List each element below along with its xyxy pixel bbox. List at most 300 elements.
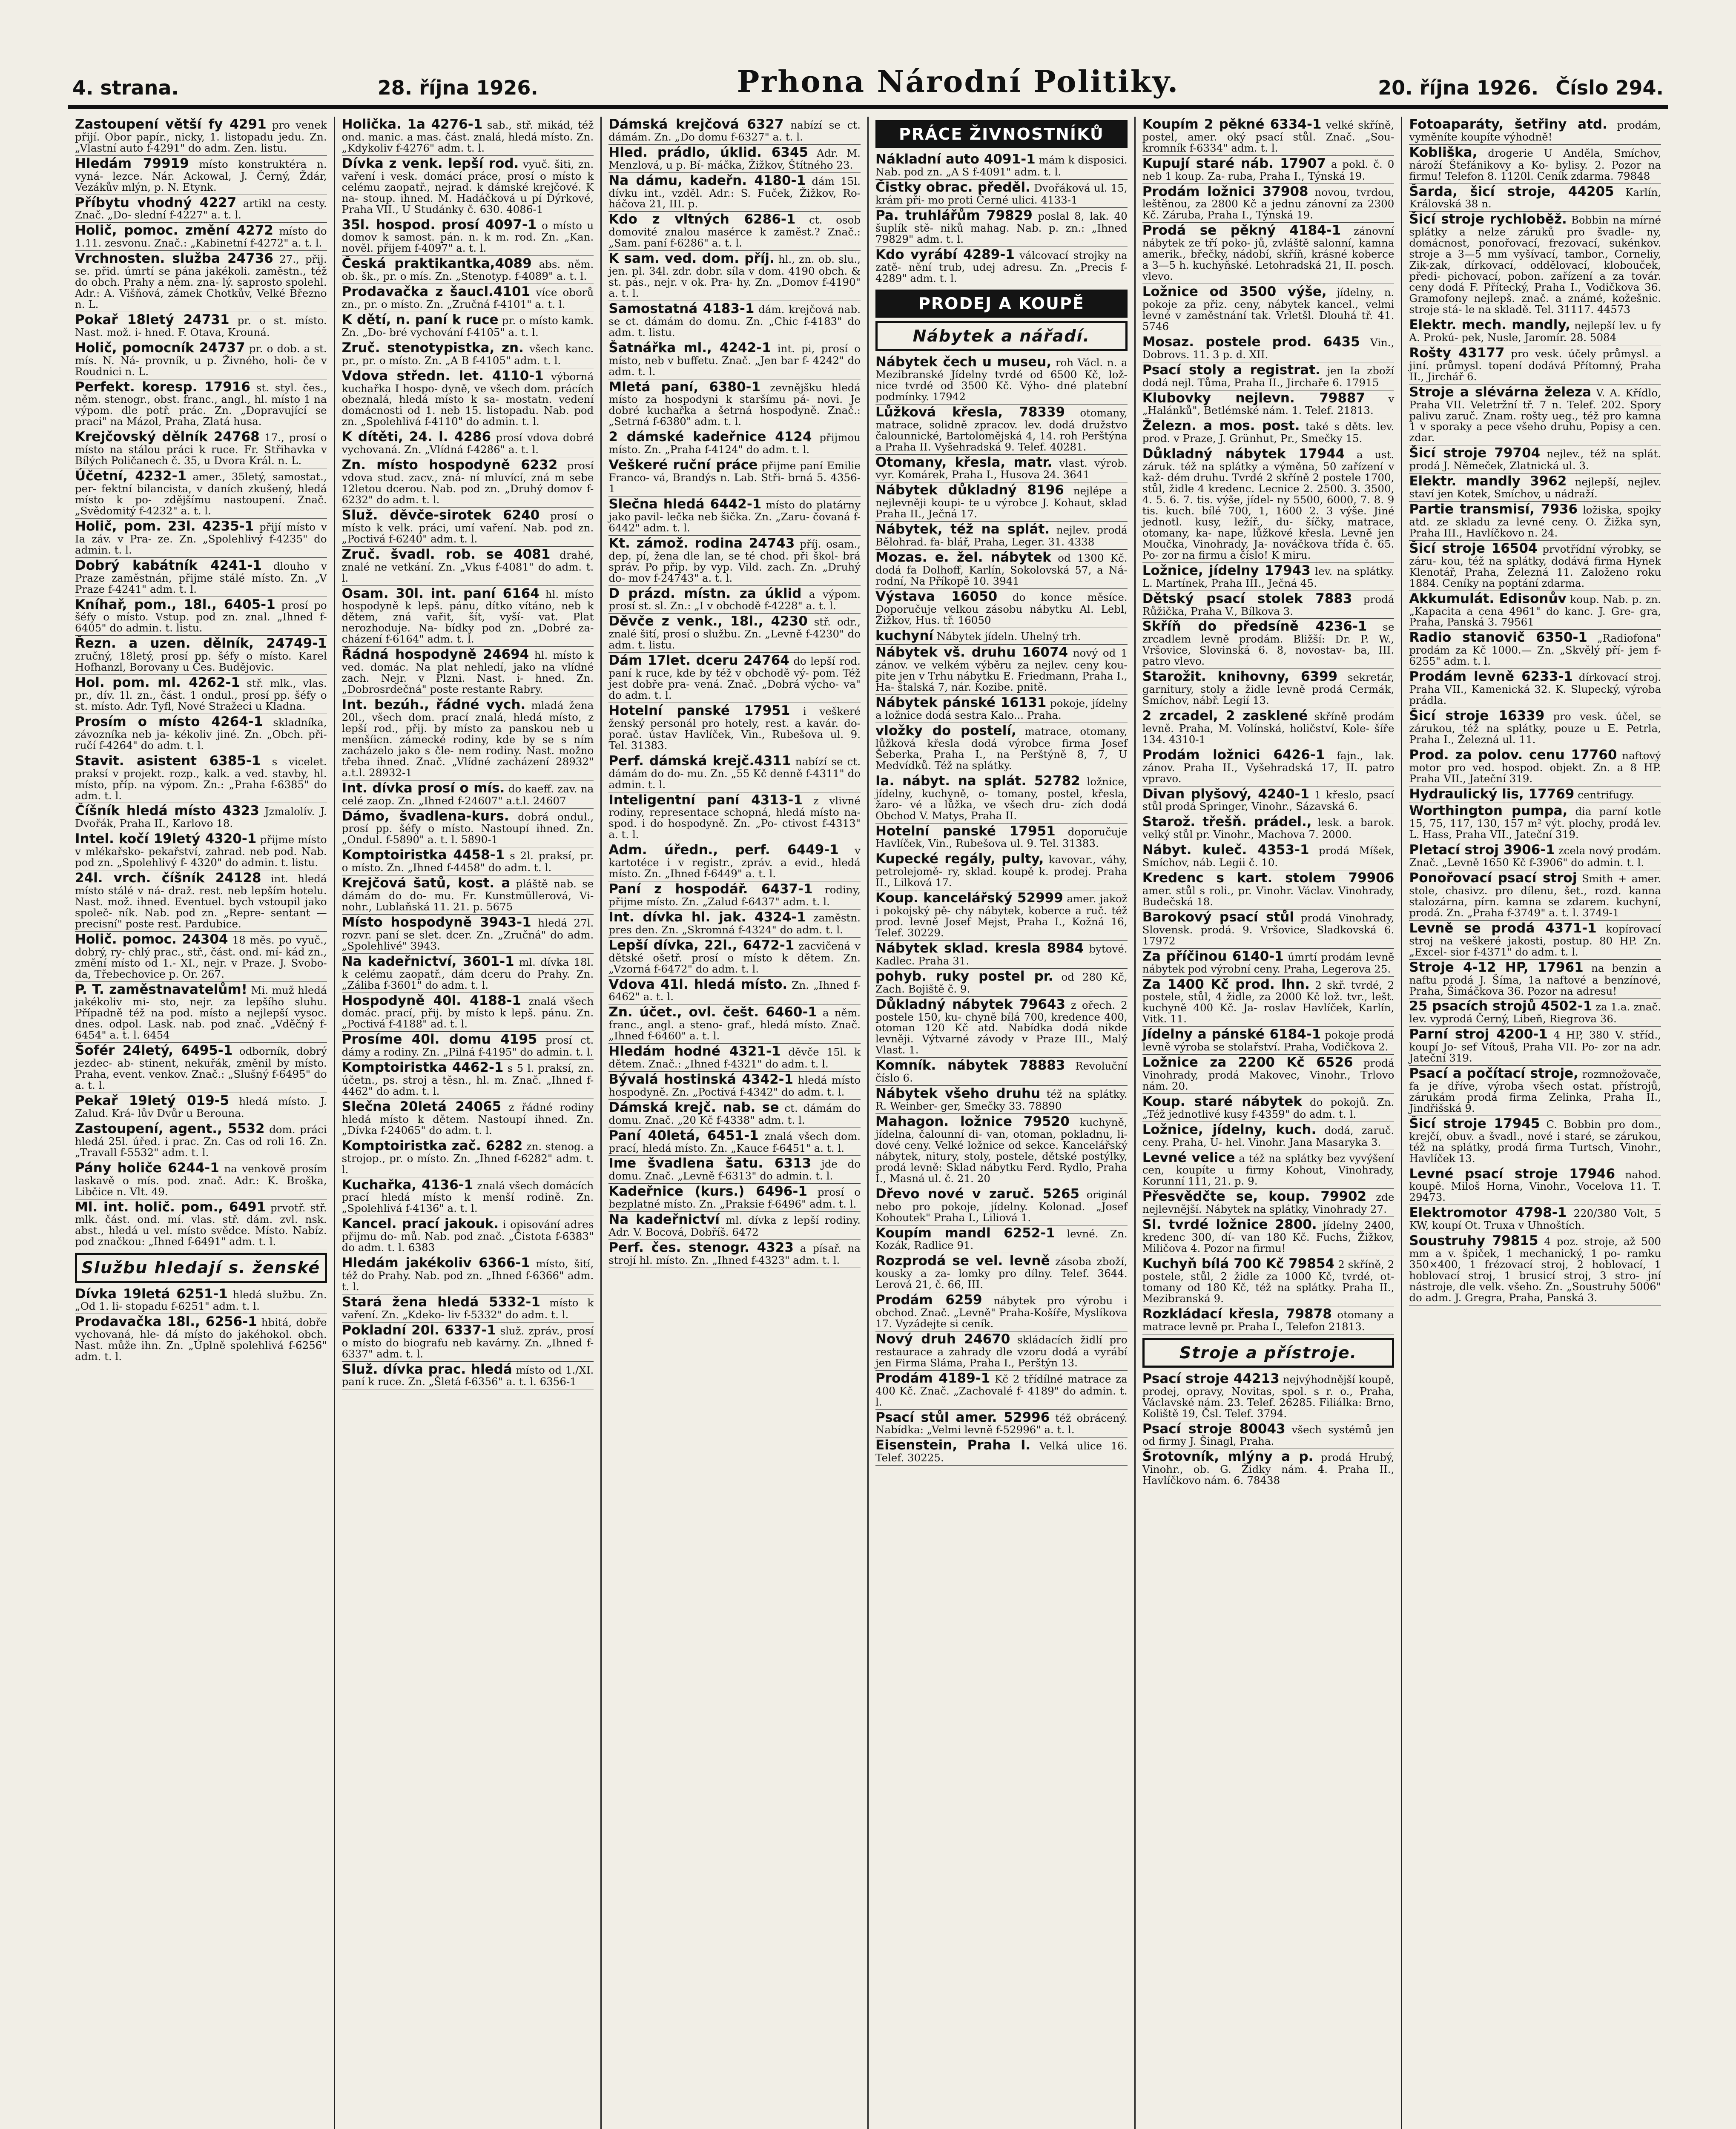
classified-ad — [875, 723, 1128, 773]
ad-text: znalá všech domác. prací, přij. by místo k lepš. pánu. Zn. „Poctivá f-4188" ad. t. l. — [341, 995, 594, 1030]
classified-ad — [75, 932, 327, 982]
ad-text: bytové. Kadlec. Praha 31. — [875, 943, 1128, 967]
classified-ad — [342, 256, 594, 284]
ad-text: sab., stř. mikád, též ond. manic. a mas. část. znalá, hledá místo. Zn. „Kdykoliv f-4276" adm. t. l. — [341, 119, 594, 154]
classified-ad — [342, 697, 594, 780]
ad-heading: 24l. vrch. číšník 24128 — [75, 870, 261, 886]
classified-ad — [608, 977, 861, 1005]
classified-ad — [342, 156, 594, 217]
ad-heading: Divan plyšový, 4240-1 — [1142, 786, 1310, 802]
classified-ad — [875, 773, 1128, 823]
classified-ad — [1142, 1122, 1395, 1150]
ad-heading: Jídelny a pánské 6184-1 — [1142, 1027, 1321, 1042]
classified-ad — [1142, 1027, 1395, 1055]
classified-ad — [342, 547, 594, 586]
ad-heading: Ime švadlena šatu. 6313 — [608, 1156, 812, 1171]
classified-ad — [875, 628, 1128, 645]
ad-text: hl. místo hospodyně k lepš. pánu, dítko vítáno, neb k dětem, zná vařit, šít, vyší- vat. Plat nerozhoduje. Na- bídky pod zn. „Dobré za- cházení f-6164" adm. t. l. — [341, 588, 594, 646]
ad-heading: Ia. nábyt. na splát. 52782 — [875, 773, 1080, 789]
ad-text: nový od 1 zánov. ve velkém výběru za nejlev. ceny kou- pite jen v Trhu nábytku E. Friedmann, Praha I., Ha- štalská 7, nár. Kozibe. pnitě. — [875, 647, 1128, 694]
classified-ad — [875, 695, 1128, 723]
ad-heading: Eisenstein, Praha I. — [875, 1438, 1031, 1453]
classified-ad — [1142, 1306, 1395, 1334]
ad-heading: Účetní, 4232-1 — [75, 468, 187, 484]
ad-heading: Dívka 19letá 6251-1 — [75, 1286, 228, 1302]
classified-ad — [342, 1138, 594, 1177]
classified-ad — [1142, 977, 1395, 1027]
classified-ad — [342, 647, 594, 697]
ad-heading: Ložnice za 2200 Kč 6526 — [1142, 1055, 1353, 1070]
ad-heading: Zn. místo hospodyně 6232 — [341, 457, 558, 473]
ad-heading: Samostatná 4183-1 — [608, 301, 755, 317]
ad-heading: Kdo z vltných 6286-1 — [608, 212, 796, 227]
ad-heading: Int. dívka hl. jak. 4324-1 — [608, 909, 806, 925]
ad-text: v kartotéce i v registr., zpráv. a evid., hledá místo. Zn. „Ihned f-6449" a. t. l. — [608, 844, 861, 880]
ad-text: novou, tvrdou, leštěnou, za 2800 Kč a jednu zánovní za 2300 Kč. Záruba, Praha I., Týnská 19. — [1142, 186, 1395, 221]
ad-heading: Řádná hospodyně 24694 — [341, 647, 529, 663]
ad-heading: Parní stroj 4200-1 — [1409, 1027, 1548, 1042]
classified-ad — [342, 1294, 594, 1323]
ad-heading: Kobliška, — [1409, 144, 1478, 160]
ad-heading: Ml. int. holič. pom., 6491 — [75, 1199, 266, 1215]
ad-text: V. A. Křídlo, Praha VII. Veletržní tř. 7 n. Telef. 202. Spory palivu zaruč. Znam. rošty ueg., též pro kamna 1 v sporaky a pece všeho druhu, Popisy a cen. zdar. — [1409, 386, 1661, 444]
ad-text: abs. něm. ob. šk., pr. o mís. Zn. „Stenotyp. f-4089" a. t. l. — [341, 258, 594, 283]
ad-text: zcela nový prodám. Znač. „Levně 1650 Kč f-3906" do admin. t. l. — [1409, 844, 1661, 869]
ad-text: z ořech. 2 postele 150, ku- chyně bílá 700, kredence 400, otoman 120 Kč atd. Nabídka dodá nikde levněji. Výtvarné závody v Praze III., Malý Vlast. 1. — [875, 999, 1128, 1056]
classified-ad — [75, 1043, 327, 1093]
ad-heading: Na kadeřnictví, 3601-1 — [341, 953, 514, 969]
ad-text: z řádné rodiny hledá místo k dětem. Nastoupí ihned. Zn. „Dívka f-24065" do adm. t. l. — [341, 1101, 594, 1136]
ad-text: drahé, znalé ne vetkání. Zn. „Vkus f-4081" do adm. t. l. — [341, 548, 594, 584]
ad-text: zásoba zboží, kousky a za- lomky pro dílny. Telef. 3644. Lerová 21, č. 66, III. — [875, 1255, 1128, 1291]
ad-heading: Ložnice, jídelny, kuch. — [1142, 1122, 1317, 1137]
classified-ad — [608, 1212, 861, 1240]
ad-text: zručný, 18letý, prosí pp. šéfy o místo. Karel Hofhanzl, Borovany u Čes. Budějovic. — [75, 650, 327, 674]
classified-ad — [342, 340, 594, 368]
ad-heading: pohyb. ruky postel pr. — [875, 968, 1053, 984]
ad-heading: Prodá se pěkný 4184-1 — [1142, 223, 1341, 238]
classified-ad — [75, 675, 327, 714]
ad-text: roh Václ. n. a Mezibranské Jídelny tvrdé od 6500 Kč, lož- nice tvrdé od 3500 Kč. Výho- dné platební podmínky. 17942 — [875, 356, 1128, 403]
classified-ad — [342, 875, 594, 915]
ad-text: ložiska, spojky atd. ze skladu za levné ceny. O. Žižka syn, Praha III., Havlíčkovo n. 24. — [1409, 504, 1661, 539]
ad-heading: Elektromotor 4798-1 — [1409, 1205, 1567, 1221]
ad-heading: Řezn. a uzen. dělník, 24749-1 — [75, 636, 327, 651]
ad-heading: Koupím mandl 6252-1 — [875, 1225, 1055, 1241]
classified-ad — [342, 312, 594, 340]
classified-ad — [1409, 591, 1661, 630]
ad-text: ct. dámám do domu. Znač. „20 Kč f-4338" adm. t. l. — [608, 1102, 861, 1126]
ad-heading: Nábytek sklad. kresla 8984 — [875, 941, 1084, 956]
classified-ad — [875, 645, 1128, 695]
ad-text: prvotř. stř. mlk. část. ond. mí. vlas. stř. dám. zvl. nsk. abst., hledá u vel. místo svědce. Místo. Nabíz. pod značkou: „Ihned f-6491" adm. t. l. — [75, 1201, 327, 1248]
classified-ad — [875, 208, 1128, 247]
ad-heading: Soustruhy 79815 — [1409, 1233, 1538, 1249]
classified-ad — [1142, 1256, 1395, 1306]
ad-text: prosí o místo k velk. práci, umí vaření. Nab. pod zn. „Poctivá f-6240" adm. t. l. — [341, 509, 594, 545]
ad-heading: Vdova 41l. hledá místo. — [608, 976, 788, 992]
ad-text: a pokl. č. 0 neb 1 koup. Za- ruba, Praha I., Týnská 19. — [1142, 158, 1395, 182]
ad-heading: Na dámu, kadeřn. 4180-1 — [608, 172, 806, 188]
ad-heading: Zastoupení větší fy 4291 — [75, 117, 267, 132]
ad-heading: Přesvědčte se, koup. 79902 — [1142, 1189, 1367, 1205]
classified-ad — [875, 405, 1128, 455]
ad-text: hl. místo k ved. domác. Na plat nehledí, jako na vlídné zach. Nejr. v Plzni. Nast. i- hned. Zn. „Dobrosrdečná" poste restante Rabry. — [341, 649, 594, 696]
classified-ad — [1409, 786, 1661, 803]
masthead — [68, 64, 1668, 109]
ad-heading: Elektr. mandly 3962 — [1409, 473, 1567, 489]
ad-text: dia parní kotle 15, 75, 117, 130, 157 m² výt. plochy, prodá lev. L. Hass, Praha VII., Jateční 319. — [1409, 805, 1661, 841]
column-3 — [602, 117, 869, 2129]
classified-ad — [75, 831, 327, 870]
classified-ad — [342, 217, 594, 256]
ad-text: všech kanc. pr., pr. o místo. Zn. „A B f-4105" adm. t. l. — [341, 342, 594, 367]
classified-ad — [1142, 117, 1395, 156]
classified-ad — [1409, 502, 1661, 541]
ad-text: Zn. „Ihned f-6462" a. t. l. — [608, 978, 861, 1003]
ad-heading: Perf. dámská krejč.4311 — [608, 753, 791, 769]
ad-text: pláště nab. se dámám do do- mu. Fr. Kunstmüllerová, Vi- nohr., Lublaňská 11. 21. p. 5675 — [341, 878, 594, 913]
ad-heading: Nábytek vš. druhu 16074 — [875, 645, 1068, 660]
ad-heading: P. T. zaměstnavatelům! — [75, 981, 247, 997]
date-left: 28. října 1926. — [377, 76, 538, 99]
ad-heading: Dřevo nové v zaruč. 5265 — [875, 1186, 1080, 1202]
ad-heading: Ložnice od 3500 výše, — [1142, 284, 1327, 300]
ad-text: Dvořáková ul. 15, krám při- mo proti Černé ulici. 4133-1 — [875, 182, 1128, 206]
ad-heading: Kt. zámož. rodina 24743 — [608, 535, 795, 551]
ad-text: místo k vaření. Zn. „Kdeko- liv f-5332" do adm. t. l. — [341, 1296, 594, 1321]
ad-text: hbitá, dobře vychovaná, hle- dá místo do jakéhokol. obch. Nast. může ihn. Zn. „Úplně spolehlivá f-6256" adm. t. l. — [75, 1316, 327, 1363]
ad-text: jen Ia zboží dodá nejl. Tůma, Praha II., Jirchaře 6. 17915 — [1142, 364, 1395, 389]
ad-heading: Šicí stroje 79704 — [1409, 445, 1541, 461]
classified-ad — [342, 780, 594, 809]
classified-ad — [75, 251, 327, 312]
classified-ad — [1142, 1055, 1395, 1094]
ad-heading: Příbytu vhodný 4227 — [75, 195, 237, 210]
ad-heading: Zn. účet., ovl. češt. 6460-1 — [608, 1004, 817, 1020]
classified-ad — [608, 1072, 861, 1100]
newspaper-title: Prhona Národní Politiky. — [737, 64, 1179, 99]
ad-text: služ. zpráv., prosí o místo do biografu neb kavárny. Zn. „Ihned f-6337" adm. t. l. — [341, 1324, 594, 1360]
classified-ad — [1409, 117, 1661, 145]
ad-heading: Šatnářka ml., 4242-1 — [608, 340, 771, 356]
ad-heading: Dám 17let. dceru 24764 — [608, 653, 789, 669]
classified-ad — [1409, 184, 1661, 212]
ad-text: hledá místo. J. Zalud. Krá- lův Dvůr u Berouna. — [75, 1095, 327, 1119]
ad-columns — [68, 117, 1668, 2129]
ad-text: kuchyně, jídelna, čalounní di- van, otoman, pokladnu, li- dové ceny. Velké ložnice od sekce. Kancelářský nábytek, nitury, stoly, postele, dětské postýlky, prodá levně: Sklad nábytku Ferd. Rydlo, Praha I., Masná ul. č. 21. 20 — [875, 1116, 1128, 1185]
ad-text: nejlepší, nejlev. staví jen Kotek, Smíchov, u nádraží. — [1409, 476, 1661, 500]
ad-heading: Intel. kočí 19letý 4320-1 — [75, 831, 257, 847]
ad-heading: Int. bezúh., řádné vych. — [341, 697, 526, 713]
ad-heading: Psací a počítací stroje, — [1409, 1066, 1578, 1082]
ad-heading: Barokový psací stůl — [1142, 909, 1294, 925]
classified-ad — [875, 1438, 1128, 1466]
classified-ad — [1409, 384, 1661, 446]
ad-heading: Nábytek pánské 16131 — [875, 695, 1047, 711]
ad-heading: Nábyt. kuleč. 4353-1 — [1142, 842, 1309, 858]
ad-heading: Prodavačka 18l., 6256-1 — [75, 1314, 257, 1330]
ad-heading: Prodavačka z šaucl.4101 — [341, 284, 531, 300]
ad-heading: Mosaz. postele prod. 6435 — [1142, 334, 1360, 350]
ad-text: artikl na cesty. Znač. „Do- slední f-4227" a. t. l. — [75, 197, 327, 221]
classified-ad — [1142, 1449, 1395, 1488]
ad-text: ložnice, jídelny, kuchyně, o- tomany, postel, křesla, žaro- vé a lůžka, ve všech dru- zích dodá Obchod V. Matys, Praha II. — [875, 775, 1128, 822]
ad-text: děvče 15l. k dětem. Znač.: „Ihned f-4321" do adm. t. l. — [608, 1046, 861, 1070]
classified-ad — [342, 1177, 594, 1217]
ad-text: též na splátky. R. Weinber- ger, Smečky 33. 78890 — [875, 1088, 1128, 1113]
classified-ad — [75, 195, 327, 223]
classified-ad — [608, 173, 861, 212]
ad-heading: Šrotovník, mlýny a p. — [1142, 1449, 1314, 1465]
classified-ad — [342, 847, 594, 875]
ad-heading: K sam. ved. dom. příj. — [608, 251, 775, 267]
ad-text: jde do domu. Znač. „Levně f-6313" do admin. t. l. — [608, 1158, 861, 1182]
classified-ad — [608, 1044, 861, 1072]
classified-ad — [875, 997, 1128, 1058]
ad-heading: Pány holiče 6244-1 — [75, 1160, 219, 1176]
ad-text: sekretár, garnitury, stoly a židle levně prodá Cermák, Smíchov, nábř. Legií 13. — [1142, 671, 1395, 707]
ad-text: otomany, matrace, solidně zpracov. lev. dodá družstvo čalounnické, Bartolomějská 4, 14. roh Perštýna a Praha II. Vyšehradská 9. Telef. 40281. — [875, 406, 1128, 453]
ad-text: stř. mlk., vlas. pr., dív. 1l. zn., část. 1 ondul., prosí pp. šéfy o st. místo. Adr. Tyfl, Nové Stražeci u Kladna. — [75, 677, 327, 712]
ad-text: dobrá ondul., prosí pp. šéfy o místo. Nastoupí ihned. Zn. „Ondul. f-5890" a. t. l. 5890-1 — [341, 810, 594, 846]
classified-ad — [875, 482, 1128, 522]
classified-ad — [875, 1086, 1128, 1114]
ad-heading: Kdo vyrábí 4289-1 — [875, 247, 1015, 262]
classified-ad — [608, 653, 861, 703]
ad-heading: Kredenc s kart. stolem 79906 — [1142, 870, 1395, 886]
classified-ad — [875, 1292, 1128, 1331]
ad-text: o místo u domov k samost. pán. n. k m. rod. Zn. „Kan. nověl. přijem f-4097" a. t. l. — [341, 219, 594, 255]
section-banner: Nábytek a nářadí. — [875, 321, 1128, 351]
ad-heading: Int. dívka prosí o mís. — [341, 780, 505, 796]
ad-text: 17., prosí o místo na stálou práci k ruce. Fr. Střihavka v Bílých Poličanech č. 35, u Dvora Král. n. L. — [75, 431, 327, 467]
ad-text: prosí o bezplatné místo. Zn. „Praksie f-6496" adm. t. l. — [608, 1186, 861, 1211]
ad-heading: 35l. hospod. prosí 4097-1 — [341, 217, 537, 232]
classified-ad — [608, 842, 861, 881]
ad-heading: Vdova středn. let. 4110-1 — [341, 368, 544, 384]
classified-ad — [608, 1128, 861, 1156]
classified-ad — [608, 379, 861, 430]
ad-text: prodá Vinohrady, prodá Makovec, Vinohr., Trlovo nám. 20. — [1142, 1057, 1395, 1092]
ad-text: do konce měsíce. Doporučuje velkou zásobu nábytku Al. Lebl, Žižkov, Hus. tř. 16050 — [875, 591, 1128, 626]
ad-text: pokoje prodá levně výroba se stolařství. Praha, Vodičkova 2. — [1142, 1029, 1395, 1053]
ad-heading: Slečna 20letá 24065 — [341, 1099, 502, 1114]
classified-ad — [1409, 842, 1661, 870]
ad-text: více oborů zn., pr. o místo. Zn. „Zručná f-4101" a. t. l. — [341, 286, 594, 311]
ad-text: jídelny, n. pokoje za přiz. ceny, nábytek kancel., velmi levné v zaměstnání tak. Vrletšl. Dlouhá tř. 41. 5746 — [1142, 286, 1395, 333]
ad-text: pr. o st. místo. Nast. mož. i- hned. F. Otava, Krouná. — [75, 314, 327, 339]
ad-heading: Paní z hospodář. 6437-1 — [608, 881, 813, 897]
classified-ad — [1409, 747, 1661, 786]
classified-ad — [1142, 446, 1395, 563]
classified-ad — [1142, 284, 1395, 334]
classified-ad — [608, 1004, 861, 1044]
ad-heading: Pekař 19letý 019-5 — [75, 1093, 230, 1109]
ad-heading: Pletací stroj 3906-1 — [1409, 842, 1555, 858]
ad-text: místo do 1.11. zesvonu. Znač.: „Kabinetní f-4272" a. t. l. — [75, 225, 327, 250]
ad-text: int. pi, prosí o místo, neb v buffetu. Znač. „Jen bar f- 4242" do adm. t. l. — [608, 342, 861, 378]
ad-heading: Vrchnosten. služba 24736 — [75, 251, 273, 267]
ad-heading: Prosím o místo 4264-1 — [75, 714, 263, 729]
classified-ad — [608, 1184, 861, 1212]
classified-ad — [75, 982, 327, 1043]
classified-ad — [342, 284, 594, 312]
ad-heading: K dítěti, 24. l. 4286 — [341, 429, 491, 445]
classified-ad — [875, 1253, 1128, 1292]
classified-ad — [342, 915, 594, 954]
ad-text: kavovar., váhy, petrolejomě- ry, sklad. koupě k. prodej. Praha II., Lilková 17. — [875, 853, 1128, 889]
ad-text: přijí místo v Ia záv. v Pra- ze. Zn. „Spolehlivý f-4235" do admin. t. l. — [75, 520, 327, 556]
classified-ad — [1409, 1166, 1661, 1205]
column-6 — [1402, 117, 1668, 2129]
classified-ad — [1409, 473, 1661, 502]
ad-text: znalá všech domácích prací hledá místo k menší rodině. Zn. „Spolehlivá f-4136" a. t. l. — [341, 1179, 594, 1215]
classified-ad — [1409, 1233, 1661, 1306]
classified-ad — [875, 455, 1128, 483]
classified-ad — [75, 558, 327, 597]
ad-text: Adr. M. Menzlová, u p. Bí- máčka, Žižkov, Štítného 23. — [608, 146, 861, 171]
ad-text: pro vesk. účely průmysl. a jiní. průmysl. topení dodává Přítomný, Praha II., Jirchář 6. — [1409, 347, 1661, 383]
ad-heading: Dámská krejč. nab. se — [608, 1099, 779, 1115]
classified-ad — [608, 496, 861, 536]
ad-heading: Hospodyně 40l. 4188-1 — [341, 993, 521, 1008]
ad-text: „Radiofona" prodám za Kč 1000.— Zn. „Skvělý pří- jem f-6255" adm. t. l. — [1409, 632, 1661, 668]
ad-text: zn. stenog. a strojop., pr. o místo. Zn. „Ihned f-6282" adm. t. l. — [341, 1140, 594, 1176]
ad-text: nabízí se ct. dámám do do- mu. Zn. „55 Kč denně f-4311" do admin. t. l. — [608, 755, 861, 791]
ad-heading: Zruč. stenotypistka, zn. — [341, 340, 524, 356]
classified-ad — [1142, 669, 1395, 708]
ad-text: nejlev., též na splát. prodá J. Němeček, Zlatnická ul. 3. — [1409, 448, 1661, 472]
classified-ad — [75, 312, 327, 340]
classified-ad — [875, 890, 1128, 941]
ad-heading: kuchyní — [875, 628, 934, 643]
classified-ad — [75, 1314, 327, 1364]
ad-heading: Nábytek, též na splát. — [875, 522, 1050, 537]
ad-heading: Důkladný nábytek 79643 — [875, 996, 1066, 1012]
ad-heading: Akkumulát. Edisonův — [1409, 591, 1567, 606]
ad-text: ml. dívka z lepší rodiny. Adr. V. Bocová, Dobříš. 6472 — [608, 1214, 861, 1238]
ad-text: dlouho v Praze zaměstnán, přijme stálé místo. Zn. „V Praze f-4241" adm. t. l. — [75, 560, 327, 595]
classified-ad — [1142, 870, 1395, 910]
classified-ad — [1409, 1027, 1661, 1066]
ad-heading: Perf. čes. stenogr. 4323 — [608, 1240, 794, 1255]
ad-text: hledá 27l. rozvr. paní se slet. dcer. Zn. „Zručná" do adm. „Spolehlivé" 3943. — [341, 916, 594, 952]
ad-heading: Koup. staré nábytek — [1142, 1093, 1302, 1109]
ad-text: a písař. na strojí hl. místo. Zn. „Ihned f-4323" adm. t. l. — [608, 1242, 861, 1266]
ad-text: na venkově prosím laskavě o mís. pod. znač. Adr.: K. Broška, Libčice n. Vlt. 49. — [75, 1162, 327, 1198]
ad-heading: Elektr. mech. mandly, — [1409, 317, 1570, 333]
classified-ad — [342, 586, 594, 647]
ad-heading: Za 1400 Kč prod. lhn. — [1142, 976, 1310, 992]
classified-ad — [875, 1186, 1128, 1225]
ad-text: výborná kuchařka I hospo- dyně, ve všech dom. prácích obeznalá, hledá místo k sa- mostatn. vedení domácnosti od 1. neb 15. listopadu. Nab. pod zn. „Spolehlivá f-4110" do admin. t. l. — [341, 370, 594, 428]
ad-heading: Prosíme 40l. domu 4195 — [341, 1032, 537, 1047]
classified-ad — [342, 809, 594, 848]
ad-text: 220/380 Volt, 5 KW, koupí Ot. Truxa v Uhnoštích. — [1409, 1207, 1661, 1232]
section-banner: Službu hledají s. ženské — [75, 1253, 327, 1283]
classified-ad — [875, 823, 1128, 852]
ad-heading: Psací stoly a registrat. — [1142, 362, 1320, 378]
ad-heading: Nábytek čech u museu, — [875, 354, 1052, 370]
ad-text: lev. na splátky. L. Martínek, Praha III., Ječná 45. — [1142, 565, 1395, 589]
ad-text: se zrcadlem levně prodám. Bližší: Dr. P. W., Vršovice, Slovinská 6. 8, novostav- ba, III. patro vlevo. — [1142, 621, 1395, 668]
ad-text: 4 HP, 380 V. stříd., koupí Jo- sef Vítouš, Praha VII. Po- zor na adr. Jateční 319. — [1409, 1029, 1661, 1064]
ad-heading: Zruč. švadl. rob. se 4081 — [341, 546, 551, 562]
ad-text: 1 křeslo, psací stůl prodá Springer, Vinohr., Sázavská 6. — [1142, 788, 1395, 813]
ad-text: rozmnožovače, fa je dříve, výroba všech ostat. přístrojů, zárukám prodá firma Zelinka, Praha II., Jindřišská 9. — [1409, 1068, 1661, 1114]
ad-text: doporučuje Havlíček, Vin., Rubešova ul. 9. Tel. 31383. — [875, 825, 1128, 850]
ad-heading: Pokladní 20l. 6337-1 — [341, 1322, 496, 1338]
ad-heading: Zastoupení, agent., 5532 — [75, 1121, 265, 1136]
ad-heading: Mletá paní, 6380-1 — [608, 379, 761, 395]
classified-ad — [75, 1160, 327, 1199]
ad-heading: Starož. třešň. prádel., — [1142, 814, 1312, 830]
ad-text: 4 poz. stroje, až 500 mm a v. špiček, 1 mechanický, 1 po- ramku 350×400, 1 frézovací stroj, 2 hoblovací, 1 hoblovací stroj, 1 brusicí stroj, 3 stro- jní nástroje, dle velk. všeho. Zn. „Soustruhy 5006" do adm. J. Gregra, Praha, Panská 3. — [1409, 1235, 1661, 1304]
classified-ad — [608, 938, 861, 977]
classified-ad — [875, 522, 1128, 550]
ad-heading: Dívka z venk. lepší rod. — [341, 155, 519, 171]
classified-ad — [1142, 591, 1395, 619]
ad-text: odborník, dobrý jezdec- ab- stinent, nekuřák, změnil by místo. Praha, event. venkov. Znač.: „Slušný f-6495" do a. t. l. — [75, 1045, 327, 1092]
ad-heading: Bývalá hostinská 4342-1 — [608, 1071, 794, 1087]
ad-heading: Kníhař, pom., 18l., 6405-1 — [75, 597, 275, 612]
classified-ad — [1409, 803, 1661, 842]
ad-text: místo, šití, též do Prahy. Nab. pod zn. „Ihned f-6366" adm. t. l. — [341, 1257, 594, 1293]
classified-ad — [1142, 563, 1395, 591]
classified-ad — [75, 429, 327, 468]
ad-text: místo konstruktéra n. vyná- lezce. Nár. Ackowal, J. Černý, Ždár, Vezákův mlýn, p. N. Etynk. — [75, 158, 327, 193]
classified-ad — [75, 340, 327, 379]
ad-heading: Osam. 30l. int. paní 6164 — [341, 585, 539, 601]
classified-ad — [1142, 708, 1395, 747]
classified-ad — [608, 145, 861, 173]
classified-ad — [1409, 1066, 1661, 1116]
classified-ad — [875, 1410, 1128, 1438]
ad-heading: Čistky obrac. předěl. — [875, 180, 1030, 195]
column-4 — [869, 117, 1136, 2129]
ad-heading: Hol. pom. ml. 4262-1 — [75, 675, 240, 691]
classified-ad — [342, 368, 594, 430]
ad-text: místo do platárny jako pavil- lečka neb šička. Zn. „Zaru- čovaná f-6442" adm. t. l. — [608, 499, 861, 534]
ad-heading: Pa. truhlářům 79829 — [875, 207, 1033, 223]
ad-text: Nábytek jídeln. Uhelný trh. — [936, 630, 1081, 643]
ad-text: ct. osob domovité znalou masérce k zaměst.? Znač.: „Sam. paní f-6286" a. t. l. — [608, 214, 861, 250]
ad-heading: Ponořovací psací stroj — [1409, 870, 1577, 886]
ad-heading: Holič. pomoc. 24304 — [75, 931, 228, 947]
ad-heading: Rozprodá se vel. levně — [875, 1253, 1050, 1269]
ad-text: za 1.a. znač. lev. vyprodá Černý, Libeň, Riegrova 36. — [1409, 1001, 1661, 1025]
classified-ad — [1409, 870, 1661, 921]
ad-text: na benzin a naftu prodá J. Šíma, 1a naftové a benzínové, Praha, Šimáčkova 36. Pozor na adresu! — [1409, 961, 1661, 997]
ad-text: s vicelet. praksí v projekt. rozp., kalk. a ved. stavby, hl. místo, příp. na výpom. Zn.: „Praha f-6385" do adm. t. l. — [75, 755, 327, 802]
ad-text: dám 15l. dívku int., vzděl. Adr.: S. Fuček, Žižkov, Ro- háčova 21, III. p. — [608, 175, 861, 210]
ad-text: od 1300 Kč. dodá fa Dolhoff, Karlín, Sokolovská 57, a Ná- rodní, Na Příkopě 10. 3941 — [875, 552, 1128, 587]
ad-text: Karlín, Královská 38 n. — [1409, 186, 1661, 210]
classified-ad — [1409, 921, 1661, 960]
ad-heading: Prodám 4189-1 — [875, 1370, 990, 1386]
ad-heading: Sl. tvrdé ložnice 2800. — [1142, 1217, 1317, 1233]
ad-text: a ust. záruk. též na splátky a výměna, 50 zařízení v kaž- dém druhu. Tvrdé 2 skříně 2 postele 1700, stůl, židle 4 kredenc. Lecnice 2. 2500. 3. 3500, 4. 5. 6. 7. tis. výše, jídel- ny 5500, 6000, 7. 8. 9 tis. kuch. bílé 700, 1, 1600 2. 3 výše. Jiné jednotl. kusy, ležíř., du- šíčky, matrace, otomany, ka- nape, lůžkové křesla. Levně jen Moučka, Vinohrady, Ja- nováčkova třída č. 65. Po- zor na firmu a číslo! K miru. — [1142, 448, 1395, 561]
ad-text: originál nebo pro pokoje, jídelny. Kolonad. „Josef Kohoutek" Praha I., Liliová 1. — [875, 1188, 1128, 1224]
ad-heading: Lůžková křesla, 78339 — [875, 404, 1065, 420]
ad-heading: Krejčová šatů, kost. a — [341, 875, 511, 891]
ad-text: kopírovací stroj na veškeré jakosti, postup. 80 HP. Zn. „Excel- sior f-4371" do adm. t. l. — [1409, 922, 1661, 958]
ad-text: 2 skř. tvrdé, 2 postele, stůl, 4 židle, za 2000 Kč lož. tvr., lešt. kuchyně 400 Kč. Ja- roslav Havlíček, Karlín, Vitk. 11. — [1142, 978, 1395, 1025]
ad-text: do pokojů. Zn. „Též jednotlivé kusy f-4359" do adm. t. l. — [1142, 1096, 1395, 1120]
masthead-right — [1378, 76, 1664, 99]
ad-heading: Šofér 24letý, 6495-1 — [75, 1043, 233, 1059]
